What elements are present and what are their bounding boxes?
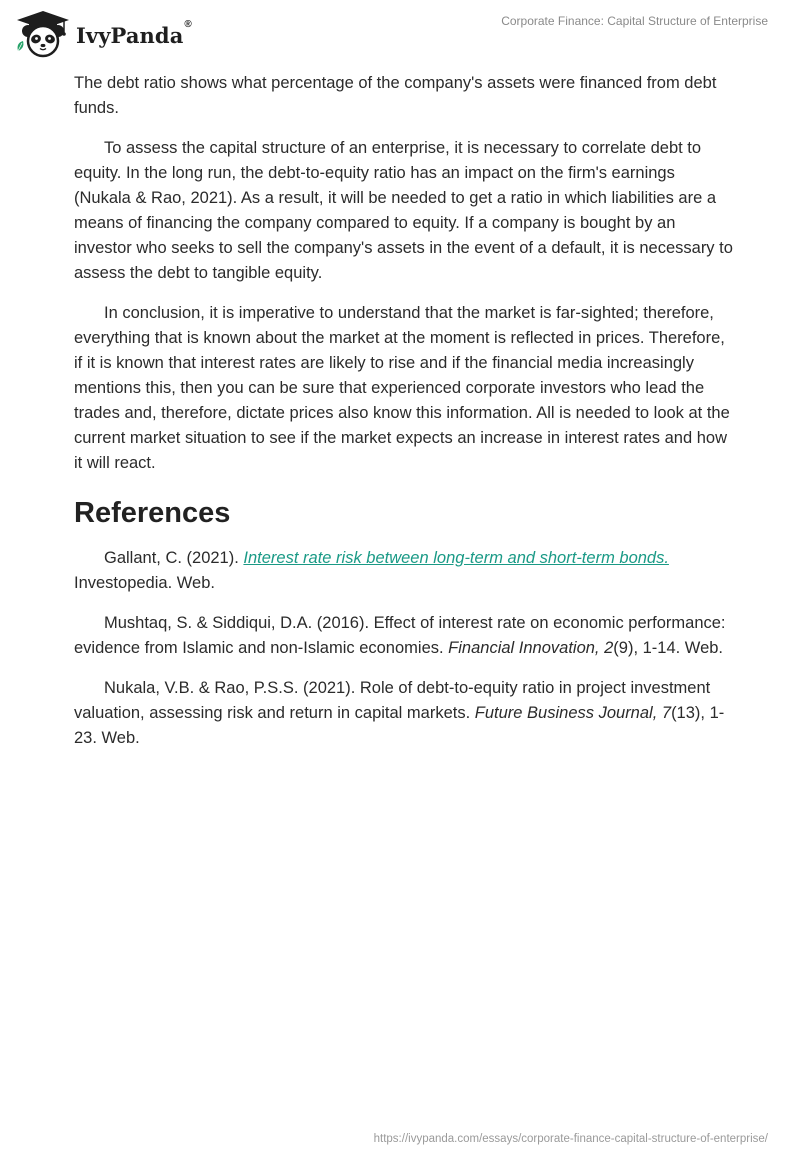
paragraph-conclusion: In conclusion, it is imperative to understand that the market is far-sighted; therefore, everything that is known about the market at the moment is reflected in prices. Therefore, if it is known that interest rates are likely to rise and if the financial media increasingly mentions this, then you can be sure that experienced corporate investors who lead the trades and, therefore, dictate prices also know this information. All is needed to look at the current market situation to see if the market expects an increase in interest rates and how it will react. xyxy=(74,304,730,472)
reference-mushtaq-tail: (9), 1-14. Web. xyxy=(613,639,724,657)
ivypanda-logo[interactable] xyxy=(14,9,192,59)
reference-mushtaq-journal: Financial Innovation, 2 xyxy=(448,639,614,657)
reference-gallant-lead: Gallant, C. (2021). xyxy=(104,549,244,567)
reference-nukala xyxy=(74,676,736,751)
paragraph-debt-ratio: The debt ratio shows what percentage of the company's assets were financed from debt funds. xyxy=(74,74,717,117)
reference-nukala-lead: Nukala, V.B. & Rao, P.S.S. (2021). Role of debt-to-equity ratio in project investment valuation, assessing risk and return in capital markets. xyxy=(74,679,711,722)
reference-gallant-link[interactable]: Interest rate risk between long-term and short-term bonds. xyxy=(243,549,669,567)
paragraph-capital-structure: To assess the capital structure of an enterprise, it is necessary to correlate debt to equity. In the long run, the debt-to-equity ratio has an impact on the firm's earnings (Nukala & Rao, 2021). As a result, it will be needed to get a ratio in which liabilities are a means of financing the company compared to equity. If a company is bought by an investor who seeks to sell the company's assets in the event of a default, it is necessary to assess the debt to tangible equity. xyxy=(74,139,733,282)
reference-gallant-tail: Investopedia. Web. xyxy=(74,574,215,592)
reference-gallant xyxy=(74,546,736,596)
reference-mushtaq xyxy=(74,611,736,661)
registered-mark: ® xyxy=(184,18,192,30)
references-heading: References xyxy=(74,497,231,529)
reference-mushtaq-lead: Mushtaq, S. & Siddiqui, D.A. (2016). Effect of interest rate on economic performance: evidence from Islamic and non-Islamic economies. xyxy=(74,614,726,657)
page-header xyxy=(0,0,800,70)
essay-content xyxy=(74,71,736,766)
footer-url[interactable]: https://ivypanda.com/essays/corporate-finance-capital-structure-of-enterprise/ xyxy=(373,1133,768,1145)
brand-name: IvyPanda® xyxy=(76,18,192,48)
panda-graduate-icon xyxy=(14,9,72,59)
running-title: Corporate Finance: Capital Structure of Enterprise xyxy=(501,14,768,28)
reference-nukala-journal: Future Business Journal, 7 xyxy=(474,704,672,722)
reference-nukala-tail: (13), 1-23. Web. xyxy=(74,704,725,747)
